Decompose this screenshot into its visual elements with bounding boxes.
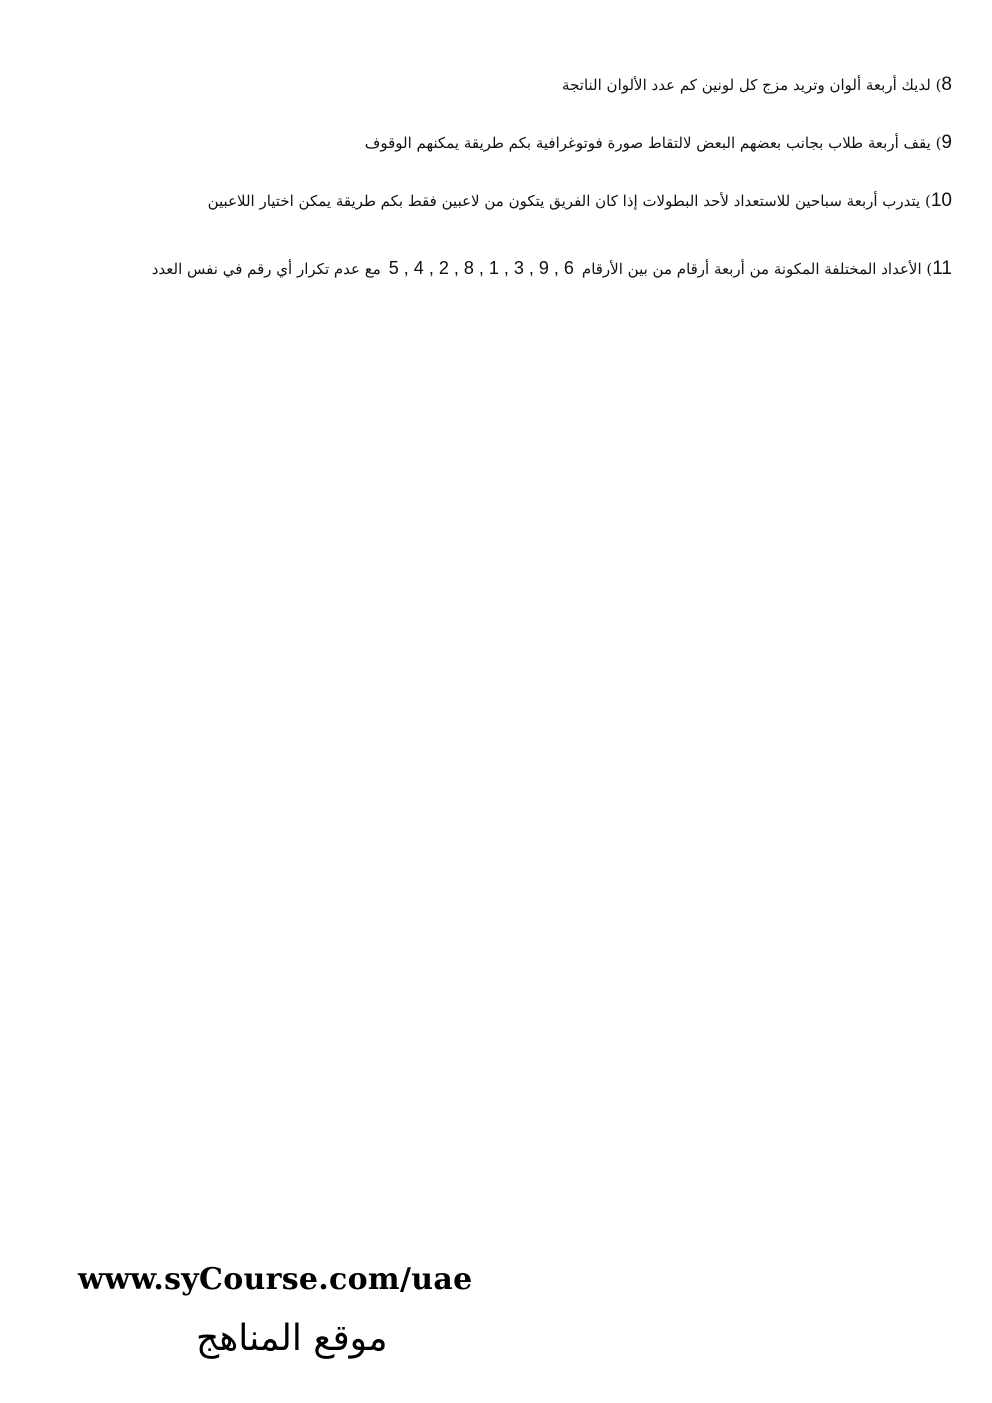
question-number: 9 — [941, 132, 952, 153]
question-11: 11) الأعداد المختلفة المكونة من أربعة أرقام من بين الأرقام5 , 4 , 2 , 8 , 1 , 3 , 9 , 6مع عدم تكرار أي رقم في نفس العدد — [151, 258, 952, 279]
footer-url: www.syCourse.com/uae — [78, 1262, 473, 1297]
questions-list — [78, 70, 952, 321]
question-number: 11 — [932, 258, 952, 279]
digit-list: 5 , 4 , 2 , 8 , 1 , 3 , 9 , 6 — [388, 258, 574, 278]
question-text: لديك أربعة ألوان وتريد مزج كل لونين كم عدد الألوان الناتجة — [562, 76, 931, 94]
question-10: 10) يتدرب أربعة سباحين للاستعداد لأحد البطولات إذا كان الفريق يتكون من لاعبين فقط بكم طريقة يمكن اختيار اللاعبين — [207, 190, 952, 211]
question-9: 9) يقف أربعة طلاب بجانب بعضهم البعض لالتقاط صورة فوتوغرافية بكم طريقة يمكنهم الوقوف — [364, 132, 952, 153]
question-text-before: الأعداد المختلفة المكونة من أربعة أرقام من بين الأرقام — [581, 260, 922, 278]
footer-site-name: موقع المناهج — [196, 1318, 388, 1359]
question-text-after: مع عدم تكرار أي رقم في نفس العدد — [151, 260, 381, 278]
question-text: يتدرب أربعة سباحين للاستعداد لأحد البطولات إذا كان الفريق يتكون من لاعبين فقط بكم طريقة يمكن اختيار اللاعبين — [207, 192, 921, 210]
question-number: 10 — [930, 190, 952, 211]
question-8: 8) لديك أربعة ألوان وتريد مزج كل لونين كم عدد الألوان الناتجة — [562, 74, 952, 95]
question-text: يقف أربعة طلاب بجانب بعضهم البعض لالتقاط صورة فوتوغرافية بكم طريقة يمكنهم الوقوف — [364, 134, 931, 152]
question-number: 8 — [941, 74, 952, 95]
